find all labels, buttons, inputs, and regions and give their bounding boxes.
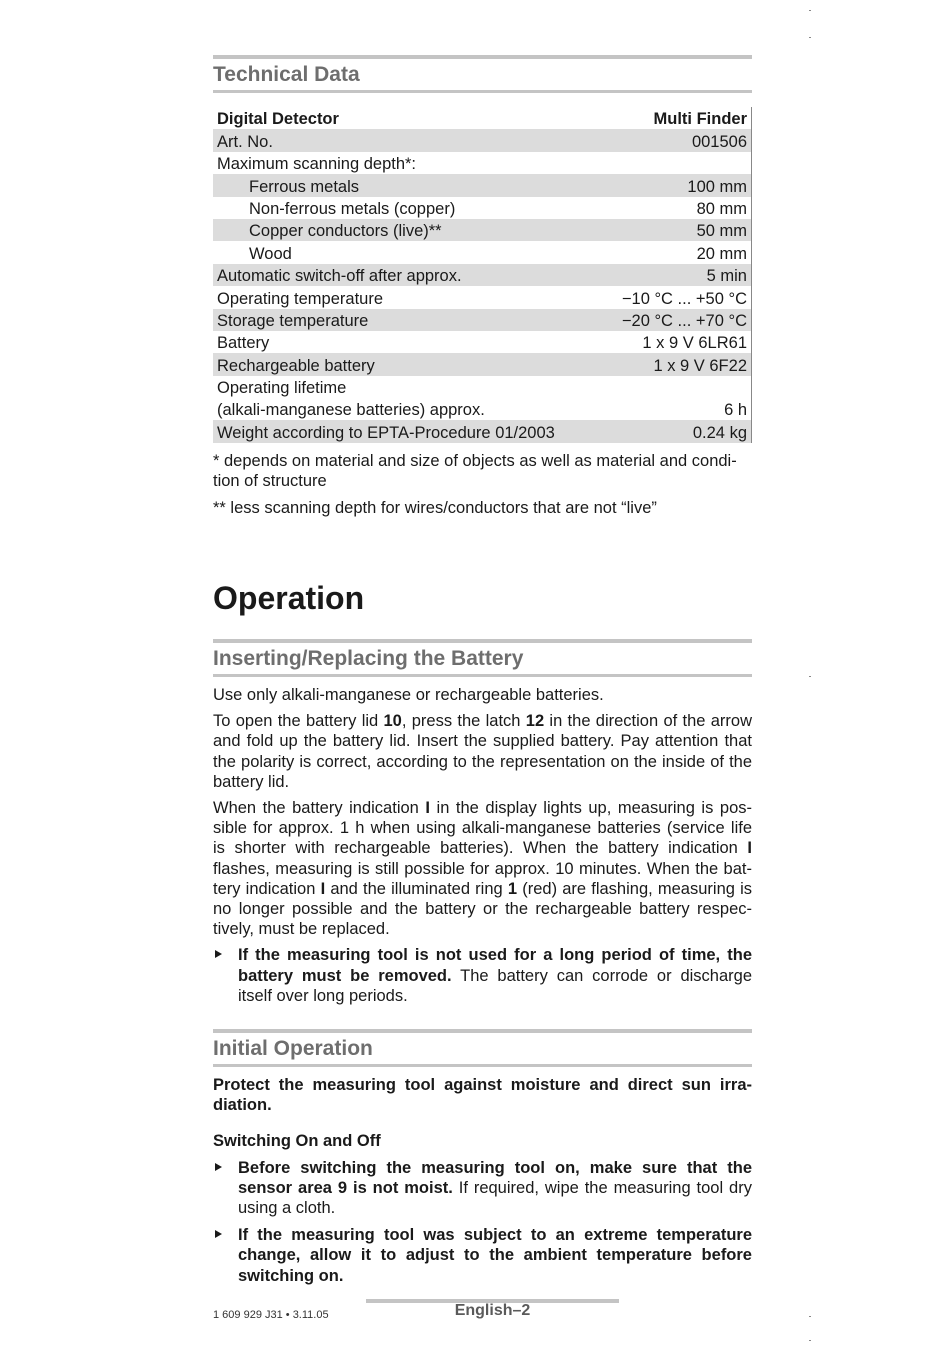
spec-value: 1 x 9 V 6LR61: [601, 331, 751, 353]
temperature-bullet: If the measuring tool was subject to an extreme temperature change, allow it to adjust to the ambient temperature before switching on.: [213, 1225, 752, 1286]
spec-table: [213, 107, 752, 443]
spec-label: Rechargeable battery: [213, 353, 601, 375]
spec-row: [213, 197, 752, 219]
footnote-depth: * depends on material and size of objects as well as material and condi-tion of structure: [213, 451, 737, 490]
spec-row: [213, 420, 752, 442]
initial-operation-section: [213, 1029, 752, 1293]
spec-label: Maximum scanning depth*:: [217, 155, 417, 174]
technical-data-section: [213, 55, 752, 518]
spec-value: 6 h: [601, 398, 751, 420]
spec-row: [213, 107, 752, 129]
spec-row: [213, 129, 752, 151]
spec-value: −20 °C ... +70 °C: [601, 309, 751, 331]
spec-label: Wood: [249, 244, 292, 263]
sensor-moisture-bullet: Before switching the measuring tool on, make sure that the sensor area 9 is not moist. If required, wipe the measuring tool dry using a cloth.: [213, 1158, 752, 1219]
spec-row: [213, 241, 752, 263]
spec-label: (alkali-manganese batteries) approx.: [217, 401, 485, 420]
spec-value: 50 mm: [601, 219, 751, 241]
spec-value: [601, 152, 751, 174]
spec-value: Multi Finder: [601, 107, 751, 129]
spec-value: 5 min: [601, 264, 751, 286]
technical-data-heading: Technical Data: [213, 55, 752, 93]
spec-value: −10 °C ... +50 °C: [601, 286, 751, 308]
spec-row: [213, 286, 752, 308]
bullet-arrow-icon: [215, 950, 222, 958]
spec-row: [213, 264, 752, 286]
battery-removal-bullet: If the measuring tool is not used for a long period of time, the battery must be removed. The battery can corrode or discharge itself over long periods.: [213, 945, 752, 1006]
spec-row: [213, 398, 752, 420]
spec-value: 20 mm: [601, 241, 751, 263]
spec-value: 1 x 9 V 6F22: [601, 353, 751, 375]
footnote-live: ** less scanning depth for wires/conductors that are not “live”: [213, 498, 657, 517]
spec-row: [213, 353, 752, 375]
spec-row: [213, 219, 752, 241]
switching-subheading: Switching On and Off: [213, 1132, 381, 1151]
spec-label: Copper conductors (live)**: [213, 219, 601, 241]
spec-label: Art. No.: [213, 129, 601, 151]
bullet-arrow-icon: [215, 1230, 222, 1238]
spec-row: [213, 331, 752, 353]
margin-tick: [809, 37, 811, 38]
spec-value: [601, 376, 751, 398]
battery-section: [213, 639, 752, 1013]
spec-value: 80 mm: [601, 197, 751, 219]
battery-paragraph-2: To open the battery lid 10, press the latch 12 in the direction of the arrow and fold up the battery lid. Insert the supplied battery. Pay attention that the polarity is correct, according to the representation on the inside of the battery lid.: [213, 712, 752, 791]
operation-title: Operation: [213, 580, 365, 616]
spec-label: Digital Detector: [217, 110, 339, 129]
spec-label: Automatic switch-off after approx.: [213, 264, 601, 286]
margin-tick: [809, 676, 811, 677]
battery-paragraph-3: When the battery indication I in the display lights up, measuring is pos-sible for approx. 1 h when using alkali-manganese batteries (service life is shorter with rechargeable batteries). When the battery indication I flashes, measuring is still possible for approx. 10 minutes. When the bat-tery indication I and the illuminated ring 1 (red) are flashing, measuring is no longer possible and the battery or the rechargeable battery respec-tively, must be replaced.: [213, 799, 753, 939]
spec-label: Non-ferrous metals (copper): [249, 199, 456, 218]
margin-tick: [809, 1316, 811, 1317]
spec-label: Battery: [217, 334, 270, 353]
spec-row: [213, 309, 752, 331]
footer-language: English–2: [454, 1302, 531, 1319]
initial-operation-heading: Initial Operation: [213, 1029, 752, 1067]
bullet-arrow-icon: [215, 1163, 222, 1171]
spec-value: 0.24 kg: [601, 420, 751, 442]
margin-tick: [809, 10, 811, 11]
spec-row: [213, 376, 752, 398]
moisture-warning: Protect the measuring tool against moisture and direct sun irra-diation.: [213, 1076, 752, 1115]
spec-label: Storage temperature: [213, 309, 601, 331]
spec-row: [213, 152, 752, 174]
spec-label: Ferrous metals: [213, 174, 601, 196]
footer-code: 1 609 929 J31 • 3.11.05: [213, 1309, 329, 1321]
spec-value: 100 mm: [601, 174, 751, 196]
margin-tick: [809, 1340, 811, 1341]
battery-heading: Inserting/Replacing the Battery: [213, 639, 752, 677]
battery-paragraph-1: Use only alkali-manganese or rechargeable batteries.: [213, 686, 604, 704]
spec-label: Operating lifetime: [217, 379, 347, 398]
spec-value: 001506: [601, 129, 751, 151]
spec-label: Operating temperature: [217, 289, 384, 308]
spec-row: [213, 174, 752, 196]
spec-label: Weight according to EPTA-Procedure 01/2003: [213, 420, 601, 442]
